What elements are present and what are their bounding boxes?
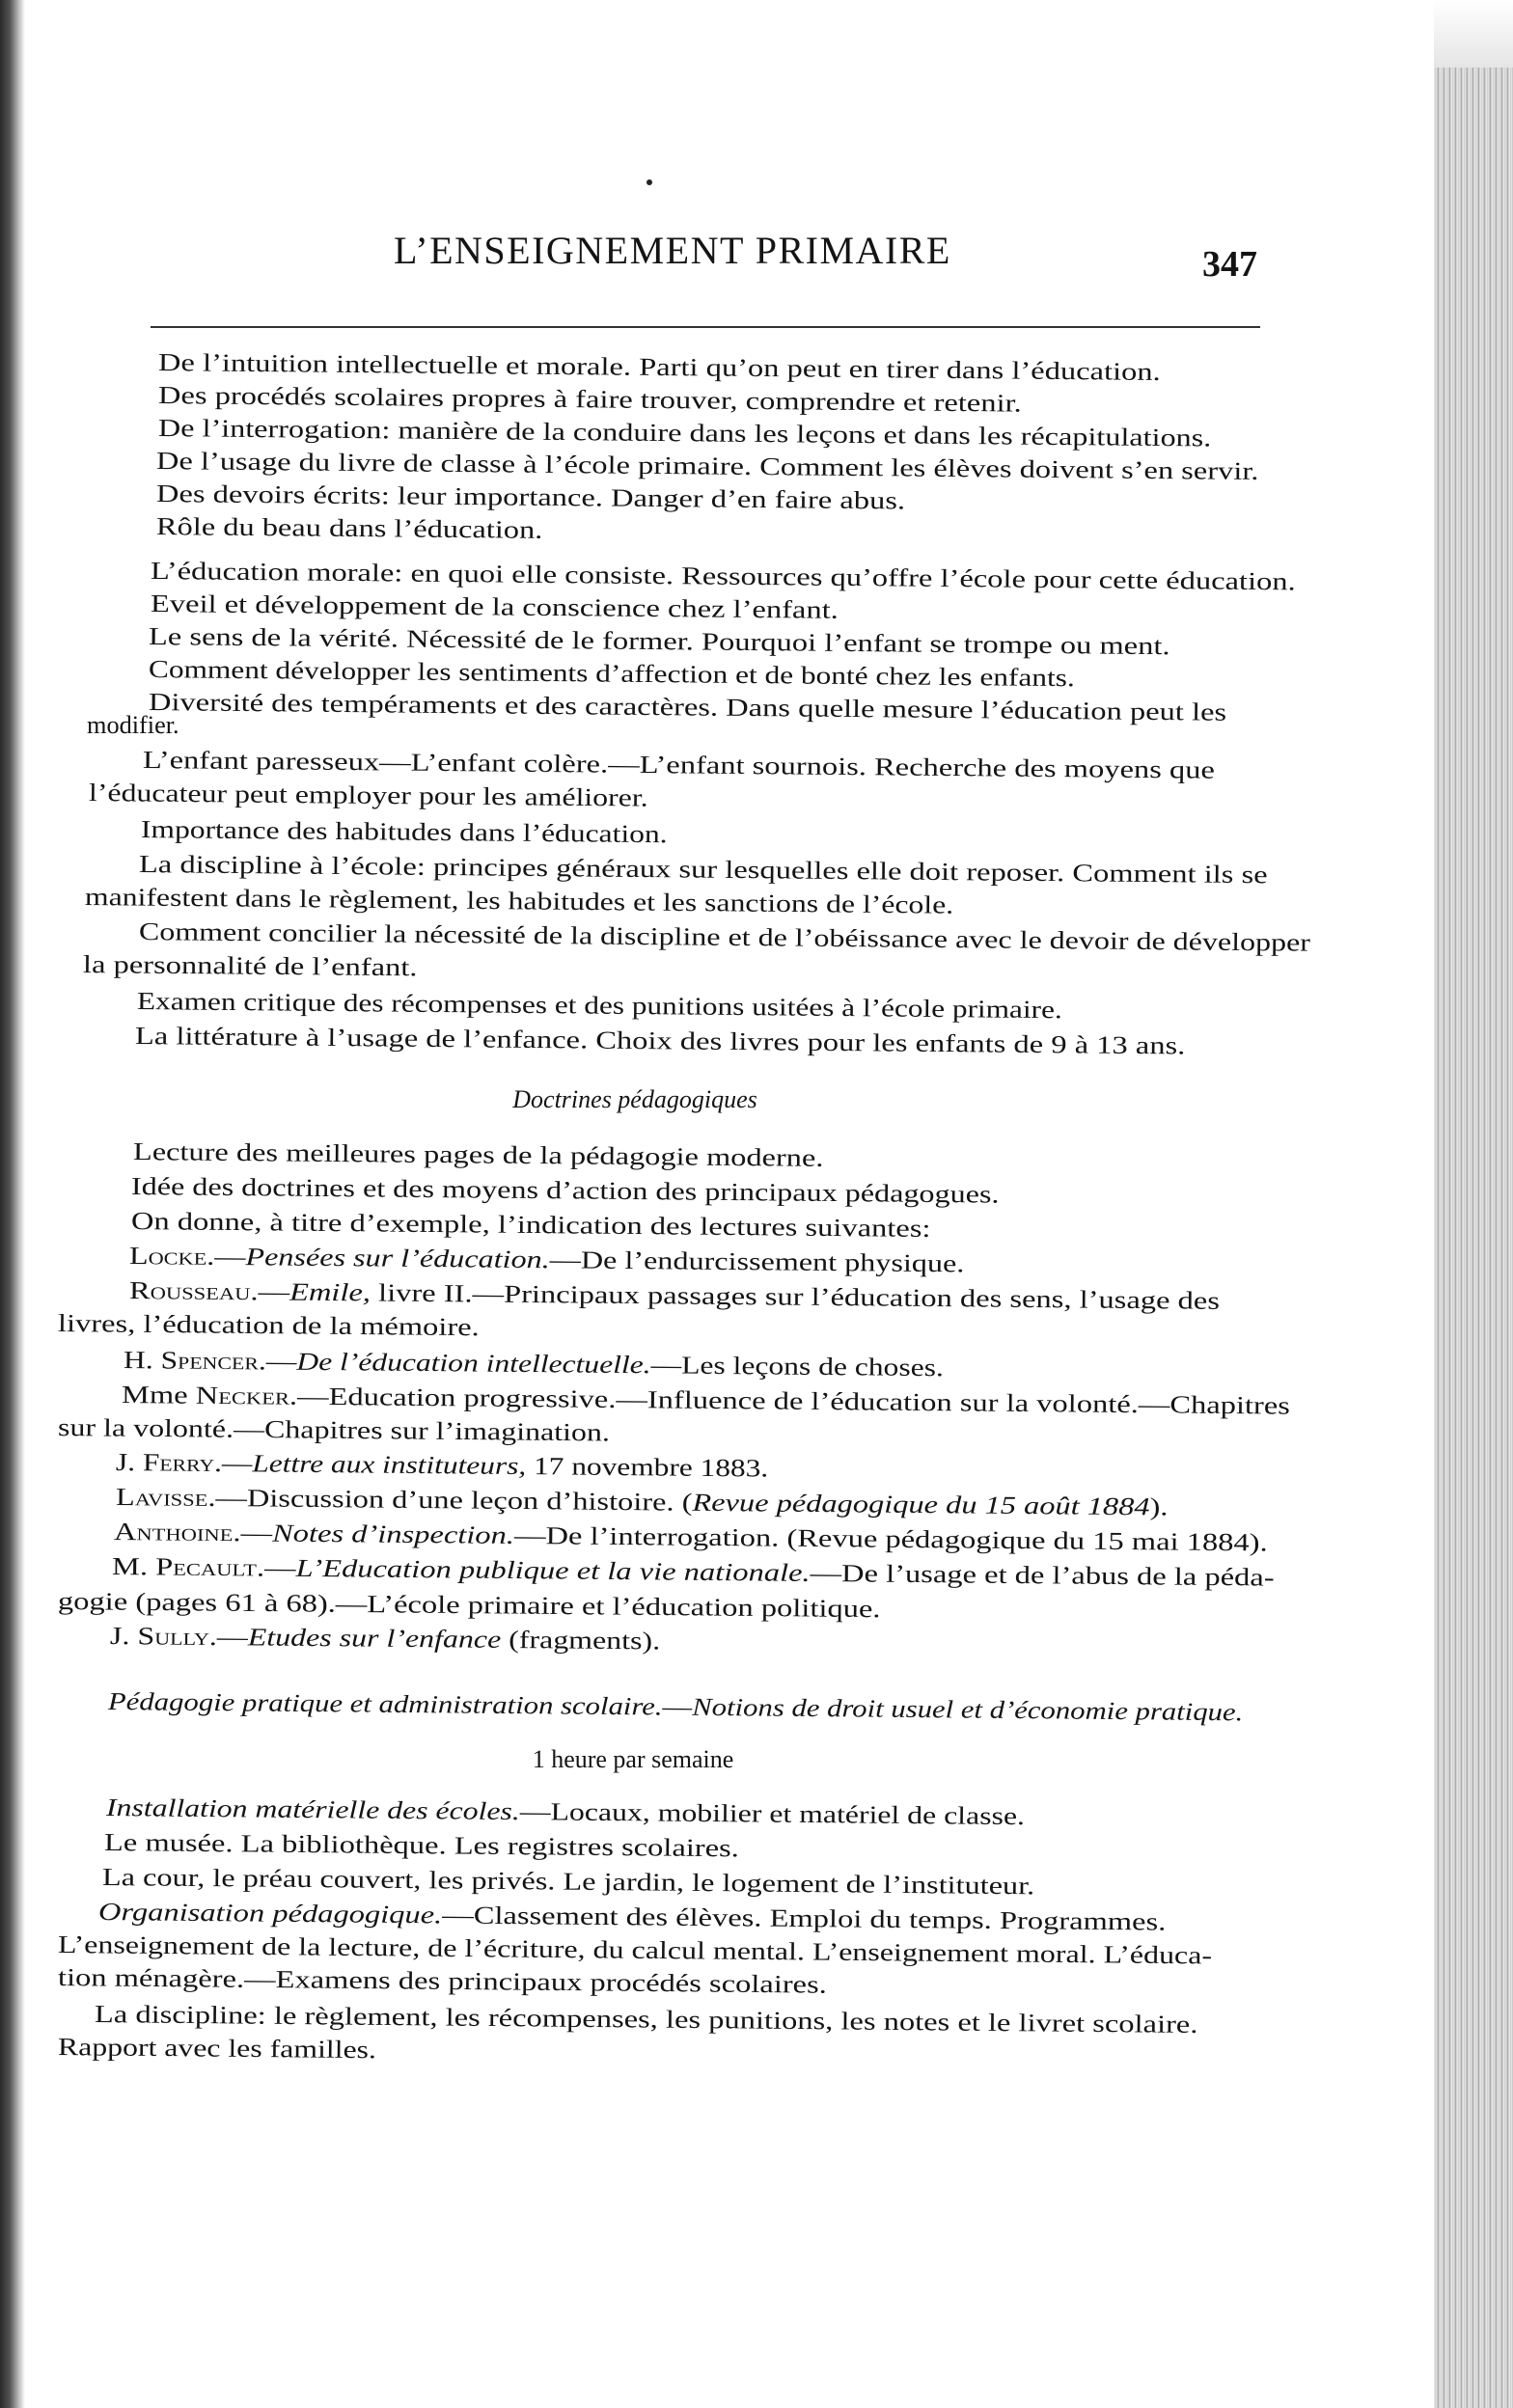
text-run: Importance des habitudes dans l’éducation.	[140, 815, 668, 849]
italic-text: Doctrines pédagogiques	[512, 1085, 757, 1113]
section-heading	[58, 1084, 1212, 1115]
text-run: Diversité des tempéraments et des caractères. Dans quelle mesure l’éducation peut les	[148, 688, 1227, 726]
text-run: —De l’endurcissement physique.	[549, 1245, 965, 1278]
author-name: Ferry.	[142, 1448, 223, 1478]
text-run: Mme	[121, 1381, 196, 1409]
text-line	[149, 687, 1513, 731]
text-line	[116, 1447, 903, 1486]
text-line	[106, 1792, 1229, 1834]
author-name: Rousseau.	[128, 1276, 259, 1306]
italic-text: L’Education publique et la vie nationale.	[295, 1553, 811, 1587]
text-run: Rapport avec les familles.	[57, 2033, 377, 2065]
text-line	[131, 1206, 1140, 1246]
text-run: livre II.—Principaux passages sur l’éducation des sens, l’usage des	[370, 1278, 1221, 1315]
text-run: —	[258, 1277, 290, 1306]
text-run: —	[662, 1692, 693, 1721]
italic-text: Etudes sur l’enfance	[247, 1623, 502, 1654]
text-run: tion ménagère.—Examens des principaux procédés scolaires.	[57, 1963, 827, 1999]
section-subheading	[58, 1744, 1208, 1775]
text-run: Le musée. La bibliothèque. Les registres scolaires.	[103, 1828, 740, 1863]
text-run: On donne, à titre d’exemple, l’indication des lectures suivantes:	[130, 1207, 931, 1243]
text-run: —	[216, 1623, 248, 1652]
book-binding-edge	[0, 0, 25, 2408]
text-line	[58, 1962, 1023, 2003]
text-line	[104, 1827, 971, 1867]
book-page	[57, 0, 1311, 2408]
italic-text: Pédagogie pratique et administration scolaire.	[107, 1687, 663, 1721]
text-run: livres, l’éducation de la mémoire.	[57, 1309, 480, 1342]
page-stack-top	[1434, 0, 1513, 68]
text-line	[58, 1412, 737, 1450]
text-run: Le sens de la vérité. Nécessité de le former. Pourquoi l’enfant se trompe ou ment.	[148, 622, 1170, 661]
italic-text: Emile,	[289, 1277, 371, 1307]
author-name: Necker.	[195, 1381, 298, 1410]
text-run: 17 novembre 1883.	[526, 1452, 769, 1483]
text-line	[110, 1621, 785, 1658]
text-run: —Locaux, mobilier et matériel de classe.	[519, 1797, 1026, 1831]
text-run: De l’intuition intellectuelle et morale. Parti qu’on peut en tirer dans l’éducation.	[157, 348, 1161, 386]
text-run: Lecture des meilleures pages de la pédagogie moderne.	[132, 1137, 824, 1172]
text-run: (fragments).	[501, 1625, 661, 1656]
running-title: L’ENSEIGNEMENT PRIMAIRE	[394, 229, 951, 272]
text-run: —Les leçons de choses.	[650, 1351, 945, 1382]
text-run: manifestent dans le règlement, les habitudes et les sanctions de l’école.	[84, 883, 954, 919]
text-run: gogie (pages 61 à 68).—L’école primaire et l’éducation politique.	[57, 1587, 881, 1624]
text-run: —Education progressive.—Influence de l’éducation sur la volonté.—Chapitres	[296, 1382, 1291, 1420]
text-line	[137, 986, 1251, 1027]
text-run: H.	[123, 1346, 161, 1375]
text-line	[135, 1021, 1479, 1064]
text-run: —	[214, 1242, 246, 1272]
text-run: l’éducateur peut employer pour les améliorer.	[88, 779, 648, 812]
page-stack-edge	[1434, 68, 1513, 2408]
text-run: —Discussion d’une leçon d’histoire. (	[215, 1483, 693, 1517]
text-run: ).	[1149, 1492, 1169, 1521]
text-run: M.	[111, 1552, 156, 1581]
text-run: 1 heure par semaine	[532, 1745, 734, 1773]
italic-text: Lettre aux instituteurs,	[252, 1449, 527, 1481]
text-line	[58, 2032, 448, 2066]
text-run: La discipline à l’école: principes généraux sur lesquelles elle doit reposer. Comment ils se	[138, 850, 1268, 889]
italic-text: Organisation pédagogique.	[97, 1898, 443, 1929]
text-run: Comment concilier la nécessité de la discipline et de l’obéissance avec le devoir de développer	[138, 917, 1311, 957]
text-run: L’enfant paresseux—L’enfant colère.—L’enfant sournois. Recherche des moyens que	[142, 746, 1216, 784]
text-run: Comment développer les sentiments d’affection et de bonté chez les enfants.	[148, 655, 1075, 693]
page-number: 347	[1202, 244, 1257, 285]
text-run: J.	[115, 1448, 144, 1477]
text-line	[133, 1136, 994, 1176]
text-run: J.	[109, 1622, 138, 1651]
italic-text: Notes d’inspection.	[271, 1519, 515, 1549]
text-run: modifier.	[87, 711, 179, 739]
text-run: Idée des doctrines et des moyens d’action des principaux pédagogues.	[130, 1172, 1000, 1209]
printer-mark	[646, 179, 652, 185]
text-run: —Classement des élèves. Emploi du temps. Programmes.	[442, 1901, 1167, 1936]
author-name: Pecault.	[155, 1552, 265, 1582]
text-run: —	[265, 1347, 297, 1376]
text-run: —	[221, 1449, 253, 1478]
text-run: Des procédés scolaires propres à faire trouver, comprendre et retenir.	[157, 381, 1022, 418]
header-rule	[151, 326, 1260, 328]
text-run: De l’usage du livre de classe à l’école primaire. Comment les élèves doivent s’en servir.	[155, 447, 1259, 485]
text-run: la personnalité de l’enfant.	[82, 950, 418, 982]
text-run: La cour, le préau couvert, les privés. Le jardin, le logement de l’instituteur.	[101, 1863, 1035, 1901]
text-line	[89, 778, 774, 815]
text-run: L’éducation morale: en quoi elle consiste. Ressources qu’offre l’école pour cette éducation.	[150, 557, 1296, 596]
author-name: Sully.	[137, 1622, 218, 1652]
italic-text: Revue pédagogique du 15 août 1884	[692, 1488, 1150, 1521]
text-line	[141, 814, 781, 851]
text-line	[129, 1241, 1163, 1281]
text-run: L’enseignement de la lecture, de l’écriture, du calcul mental. L’enseignement moral. L’éduca-	[57, 1930, 1213, 1970]
italic-text: Installation matérielle des écoles.	[105, 1793, 520, 1826]
text-line	[131, 1171, 1205, 1213]
text-run: sur la volonté.—Chapitres sur l’imagination.	[57, 1413, 611, 1447]
italic-text: Notions de droit usuel et d’économie pratique.	[692, 1692, 1244, 1727]
author-name: Anthoine.	[113, 1518, 241, 1547]
text-line	[87, 710, 180, 741]
text-run: —	[240, 1519, 273, 1547]
text-run: La littérature à l’usage de l’enfance. Choix des livres pour les enfants de 9 à 13 ans.	[134, 1022, 1186, 1060]
author-name: Lavisse.	[115, 1483, 216, 1512]
text-run: De l’interrogation: manière de la conduire dans les leçons et dans les récapitulations.	[157, 414, 1212, 452]
author-name: Spencer.	[160, 1346, 266, 1376]
text-run: —De l’interrogation. (Revue pédagogique du 15 mai 1884).	[513, 1520, 1268, 1557]
text-run: —De l’usage et de l’abus de la péda-	[810, 1558, 1275, 1592]
text-line	[58, 1308, 661, 1345]
text-run: Examen critique des récompenses et des punitions usitées à l’école primaire.	[136, 987, 1062, 1025]
text-line	[83, 949, 517, 984]
text-line	[156, 511, 638, 547]
italic-text: De l’éducation intellectuelle.	[296, 1347, 651, 1380]
italic-text: Pensées sur l’éducation.	[245, 1243, 550, 1274]
text-run: Eveil et développement de la conscience chez l’enfant.	[150, 589, 839, 624]
text-run: —	[263, 1553, 296, 1582]
author-name: Locke.	[128, 1242, 215, 1271]
text-line	[124, 1345, 1119, 1385]
text-run: Rôle du beau dans l’éducation.	[155, 512, 543, 544]
text-run: Des devoirs écrits: leur importance. Danger d’en faire abus.	[155, 479, 906, 515]
text-run: La discipline: le règlement, les récompenses, les punitions, les notes et le livret scolaire.	[94, 2000, 1198, 2039]
section-heading	[108, 1686, 1448, 1730]
